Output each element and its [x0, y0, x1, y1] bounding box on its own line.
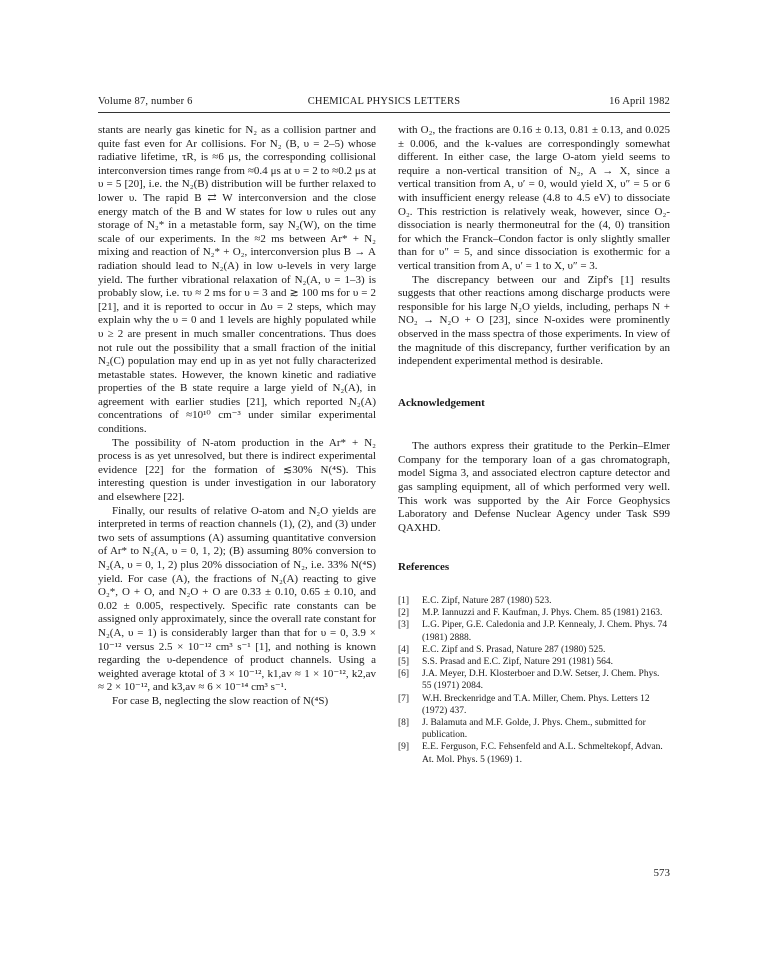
- reference-item: [398, 644, 670, 656]
- body-paragraph: For case B, neglecting the slow reaction of N(⁴S): [112, 694, 329, 707]
- body-paragraph: stants are nearly gas kinetic for N₂ as a collision partner and quite fast even for Ar collisions. For N₂ (B, υ = 2–5) whose radiative lifetime, τR, is ≈6 μs, the corresponding collisional interconversion times range from ≈0.4 μs at υ = 2 to ≈0.2 μs at υ = 5 [20], i.e. the N₂(B) distribution will be further relaxed to lower υ. The rapid B ⇄ W interconversion and the close energy match of the B and W states for low υ rules out any storage of N₂* in a metastable form, say N₂(W), on the time scale of our experiments. In the ≈2 ms between Ar* + N₂ mixing and reaction of N₂* + O₂, interconversion plus B → A radiation should lead to N₂(A) in low υ-levels in very large yield. The further vibrational relaxation of N₂(A, υ = 1–3) is probably slow, i.e. τυ ≈ 2 ms for υ = 3 and ≳ 100 ms for υ = 2 [21], and it is reported to occur in Δυ = 2 steps, which may explain why the υ = 0 and 1 levels are highly populated while υ ≥ 2 are present in much smaller concentrations. Thus does not rule out the possibility that a small fraction of the initial N₂(C) population may end up in as yet not fully characterized metastable states. However, the known kinetic and radiative properties of the B state require a large yield of N₂(A), in agreement with earlier studies [21], which reported N₂(A) concentrations of ≈10¹⁰ cm⁻³ under similar experimental conditions.: [98, 124, 376, 436]
- header-rule: [98, 112, 670, 113]
- running-head: [98, 96, 670, 110]
- acknowledgement-text: The authors express their gratitude to the Perkin–Elmer Company for the temporary loan of a gas chromatograph, model Sigma 3, and associated electron capture detector and gas sampling equipment, all of which performed very well. This work was supported by the Air Force Geophysics Laboratory and Defense Nuclear Agency under Task S99 QAXHD.: [398, 440, 670, 534]
- reference-number: [2]: [398, 608, 410, 619]
- reference-item: [398, 668, 670, 692]
- reference-number: [5]: [398, 657, 410, 668]
- reference-number: [1]: [398, 596, 410, 607]
- reference-item: [398, 607, 670, 619]
- reference-text: M.P. Iannuzzi and F. Kaufman, J. Phys. Chem. 85 (1981) 2163.: [422, 608, 663, 619]
- reference-item: [398, 619, 670, 643]
- page-number: 573: [653, 867, 670, 879]
- reference-text: E.E. Ferguson, F.C. Fehsenfeld and A.L. Schmeltekopf, Advan. At. Mol. Phys. 5 (1969) 1.: [422, 742, 663, 765]
- reference-number: [6]: [398, 669, 410, 680]
- acknowledgement-heading: Acknowledgement: [398, 396, 485, 409]
- reference-text: J. Balamuta and M.F. Golde, J. Phys. Chem., submitted for publication.: [422, 718, 646, 741]
- reference-item: [398, 693, 670, 717]
- reference-text: S.S. Prasad and E.C. Zipf, Nature 291 (1981) 564.: [422, 657, 614, 668]
- reference-text: E.C. Zipf, Nature 287 (1980) 523.: [422, 596, 552, 607]
- references-heading: References: [398, 561, 450, 574]
- right-column: [398, 124, 670, 766]
- reference-item: [398, 741, 670, 765]
- reference-number: [3]: [398, 620, 410, 631]
- reference-number: [7]: [398, 693, 410, 704]
- reference-item: [398, 717, 670, 741]
- reference-number: [8]: [398, 718, 410, 729]
- reference-text: L.G. Piper, G.E. Caledonia and J.P. Kennealy, J. Chem. Phys. 74 (1981) 2888.: [422, 620, 668, 643]
- reference-list: [398, 595, 670, 766]
- reference-item: [398, 595, 670, 607]
- reference-number: [4]: [398, 644, 410, 655]
- reference-text: W.H. Breckenridge and T.A. Miller, Chem. Phys. Letters 12 (1972) 437.: [422, 693, 650, 716]
- issue-date: 16 April 1982: [609, 96, 670, 107]
- reference-text: E.C. Zipf and S. Prasad, Nature 287 (1980) 525.: [422, 644, 606, 655]
- journal-title: CHEMICAL PHYSICS LETTERS: [307, 96, 461, 107]
- left-column: [98, 124, 376, 709]
- body-paragraph: The discrepancy between our and Zipf's [1] results suggests that other reactions among discharge products were responsible for his large N₂O yields, including, perhaps N + NO₂ → N₂O + O [23], since N-oxides were prominently observed in the mass spectra of those experiments. In view of the magnitude of this discrepancy, further verification by an independent experimental method is desirable.: [398, 273, 670, 368]
- body-paragraph: with O₂, the fractions are 0.16 ± 0.13, 0.81 ± 0.13, and 0.025 ± 0.006, and the k-values are correspondingly somewhat different. In either case, the large O-atom yield seems to require a non-vertical transition of N₂, A → X, since a vertical transition from A, υ′ = 0, would yield X, υ″ = 5 or 6 with insufficient energy release (4.8 to 4.5 eV) to dissociate O₂. This restriction is relatively weak, however, since O₂-dissociation is nearly thermoneutral for the (4, 0) transition for which the Franck–Condon factor is only slightly smaller than for υ″ = 5, and since dissociation is exothermic for a vertical transition from A, υ′ = 1 to X, υ″ = 3.: [398, 124, 670, 272]
- body-paragraph: The possibility of N-atom production in the Ar* + N₂ process is as yet unresolved, but there is indirect experimental evidence [22] for the formation of ≲30% N(⁴S). This interesting question is under investigation in our laboratory and elsewhere [22].: [98, 436, 376, 504]
- reference-item: [398, 656, 670, 668]
- reference-text: J.A. Meyer, D.H. Klosterboer and D.W. Setser, J. Chem. Phys. 55 (1971) 2084.: [422, 669, 660, 692]
- reference-number: [9]: [398, 742, 410, 753]
- body-paragraph: Finally, our results of relative O-atom and N₂O yields are interpreted in terms of reaction channels (1), (2), and (3) under two sets of assumptions (A) assuming quantitative conversion of Ar* to N₂(A, υ = 0, 1, 2); (B) assuming 80% conversion to N₂(A, υ = 0, 1, 2) plus 20% dissociation of N₂, i.e. 33% N(⁴S) yield. For case (A), the fractions of N₂(A) reacting to give O₂*, O + O, and N₂O + O are 0.33 ± 0.10, 0.65 ± 0.10, and 0.02 ± 0.005, respectively. Specific rate constants can be assigned only approximately, since the overall rate constant for N₂(A, υ = 1) is considerably larger than that for υ = 0, 3.9 × 10⁻¹² versus 2.5 × 10⁻¹² cm³ s⁻¹ [1], and nothing is known regarding the υ-dependence of product channels. Using a weighted average ktotal of 3 × 10⁻¹², k1,av ≈ 1 × 10⁻¹², k2,av ≈ 2 × 10⁻¹², and k3,av ≈ 6 × 10⁻¹⁴ cm³ s⁻¹.: [98, 504, 376, 694]
- volume-label: Volume 87, number 6: [98, 96, 193, 107]
